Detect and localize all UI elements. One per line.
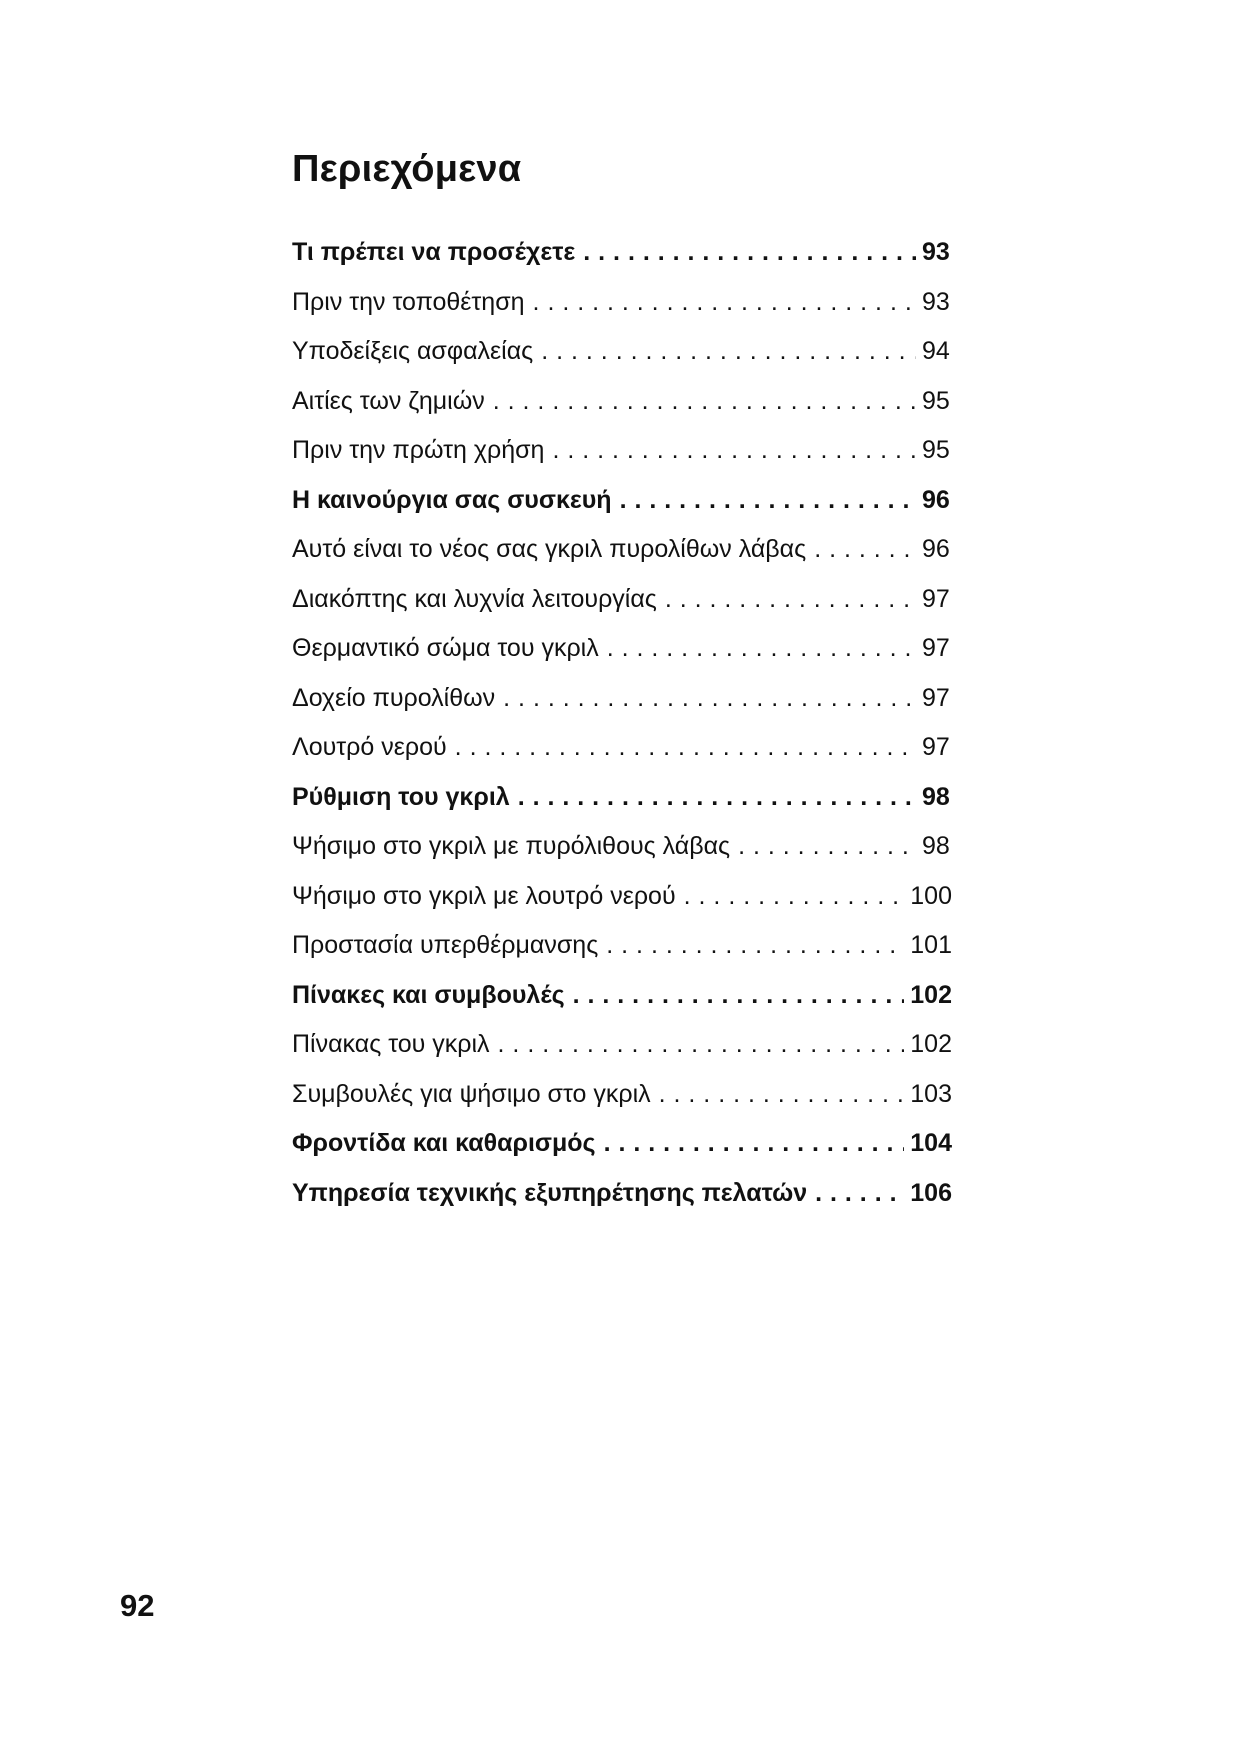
toc-entry[interactable]	[292, 535, 952, 585]
dot-leader	[498, 1030, 905, 1059]
toc-entry[interactable]	[292, 387, 952, 437]
toc-entry[interactable]	[292, 1080, 952, 1130]
toc-entry-page: 102	[910, 1030, 952, 1058]
toc-entry[interactable]	[292, 634, 952, 684]
toc-entry-label: Θερμαντικό σώμα του γκριλ	[292, 634, 599, 662]
dot-leader	[659, 1080, 905, 1109]
toc-entry[interactable]	[292, 1129, 952, 1179]
dot-leader	[583, 238, 916, 267]
dot-leader	[738, 832, 916, 861]
toc-entry-label: Προστασία υπερθέρμανσης	[292, 931, 599, 959]
toc-entry[interactable]	[292, 238, 952, 288]
toc-entry[interactable]	[292, 931, 952, 981]
toc-entry-page: 101	[910, 931, 952, 959]
toc-entry-label: Φροντίδα και καθαρισμός	[292, 1129, 596, 1157]
toc-entry-page: 95	[922, 386, 950, 415]
dot-leader	[607, 634, 916, 663]
table-of-contents	[292, 238, 952, 1228]
toc-entry-label: Η καινούργια σας συσκευή	[292, 485, 612, 514]
toc-entry-page: 97	[922, 683, 950, 712]
dot-leader	[606, 931, 904, 960]
dot-leader	[552, 436, 916, 465]
toc-entry-label: Ψήσιμο στο γκριλ με πυρόλιθους λάβας	[292, 832, 731, 860]
toc-entry-label: Ψήσιμο στο γκριλ με λουτρό νερού	[292, 881, 676, 910]
dot-leader	[455, 733, 916, 762]
toc-entry[interactable]	[292, 981, 952, 1031]
toc-entry-label: Αιτίες των ζημιών	[292, 386, 485, 415]
toc-entry-page: 102	[910, 980, 952, 1009]
toc-entry-label: Τι πρέπει να προσέχετε	[292, 238, 576, 266]
dot-leader	[604, 1129, 905, 1158]
toc-entry-page: 100	[910, 881, 952, 910]
toc-entry-page: 95	[922, 436, 950, 464]
page-title: Περιεχόμενα	[292, 148, 522, 190]
toc-entry[interactable]	[292, 436, 952, 486]
toc-entry-label: Πριν την τοποθέτηση	[292, 287, 525, 316]
dot-leader	[573, 981, 905, 1010]
dot-leader	[518, 783, 916, 812]
toc-entry-page: 93	[922, 287, 950, 316]
toc-entry-label: Υποδείξεις ασφαλείας	[292, 337, 534, 365]
toc-entry-label: Πίνακας του γκριλ	[292, 1030, 490, 1058]
toc-entry-label: Αυτό είναι το νέος σας γκριλ πυρολίθων λάβας	[292, 535, 807, 563]
dot-leader	[665, 585, 916, 614]
toc-entry[interactable]	[292, 832, 952, 882]
toc-entry-label: Συμβουλές για ψήσιμο στο γκριλ	[292, 1079, 651, 1108]
dot-leader	[533, 288, 916, 317]
toc-entry[interactable]	[292, 733, 952, 783]
toc-entry-label: Δοχείο πυρολίθων	[292, 683, 496, 712]
toc-entry-label: Διακόπτης και λυχνία λειτουργίας	[292, 584, 657, 613]
toc-entry[interactable]	[292, 1030, 952, 1080]
dot-leader	[541, 337, 916, 366]
toc-entry[interactable]	[292, 337, 952, 387]
toc-entry-page: 98	[922, 832, 950, 860]
toc-entry-label: Λουτρό νερού	[292, 733, 447, 761]
dot-leader	[815, 1179, 904, 1208]
toc-entry-page: 106	[910, 1178, 952, 1207]
toc-entry-page: 94	[922, 337, 950, 365]
toc-entry[interactable]	[292, 783, 952, 833]
toc-entry[interactable]	[292, 684, 952, 734]
toc-entry[interactable]	[292, 288, 952, 338]
toc-entry[interactable]	[292, 1179, 952, 1229]
toc-entry-page: 97	[922, 634, 950, 662]
dot-leader	[814, 535, 916, 564]
page-number: 92	[120, 1588, 155, 1623]
dot-leader	[684, 882, 905, 911]
toc-entry-label: Υπηρεσία τεχνικής εξυπηρέτησης πελατών	[292, 1178, 808, 1207]
toc-entry-page: 93	[922, 238, 950, 266]
toc-entry-page: 96	[922, 535, 950, 563]
toc-entry[interactable]	[292, 486, 952, 536]
toc-entry[interactable]	[292, 585, 952, 635]
dot-leader	[620, 486, 916, 515]
toc-entry-page: 104	[910, 1129, 952, 1157]
toc-entry-page: 103	[910, 1079, 952, 1108]
dot-leader	[493, 387, 916, 416]
dot-leader	[503, 684, 916, 713]
toc-entry-label: Πίνακες και συμβουλές	[292, 980, 565, 1009]
toc-entry-page: 97	[922, 584, 950, 613]
toc-entry-page: 96	[922, 485, 950, 514]
toc-entry-label: Ρύθμιση του γκριλ	[292, 782, 510, 811]
toc-entry[interactable]	[292, 882, 952, 932]
toc-entry-page: 97	[922, 733, 950, 761]
toc-entry-page: 98	[922, 782, 950, 811]
toc-entry-label: Πριν την πρώτη χρήση	[292, 436, 545, 464]
